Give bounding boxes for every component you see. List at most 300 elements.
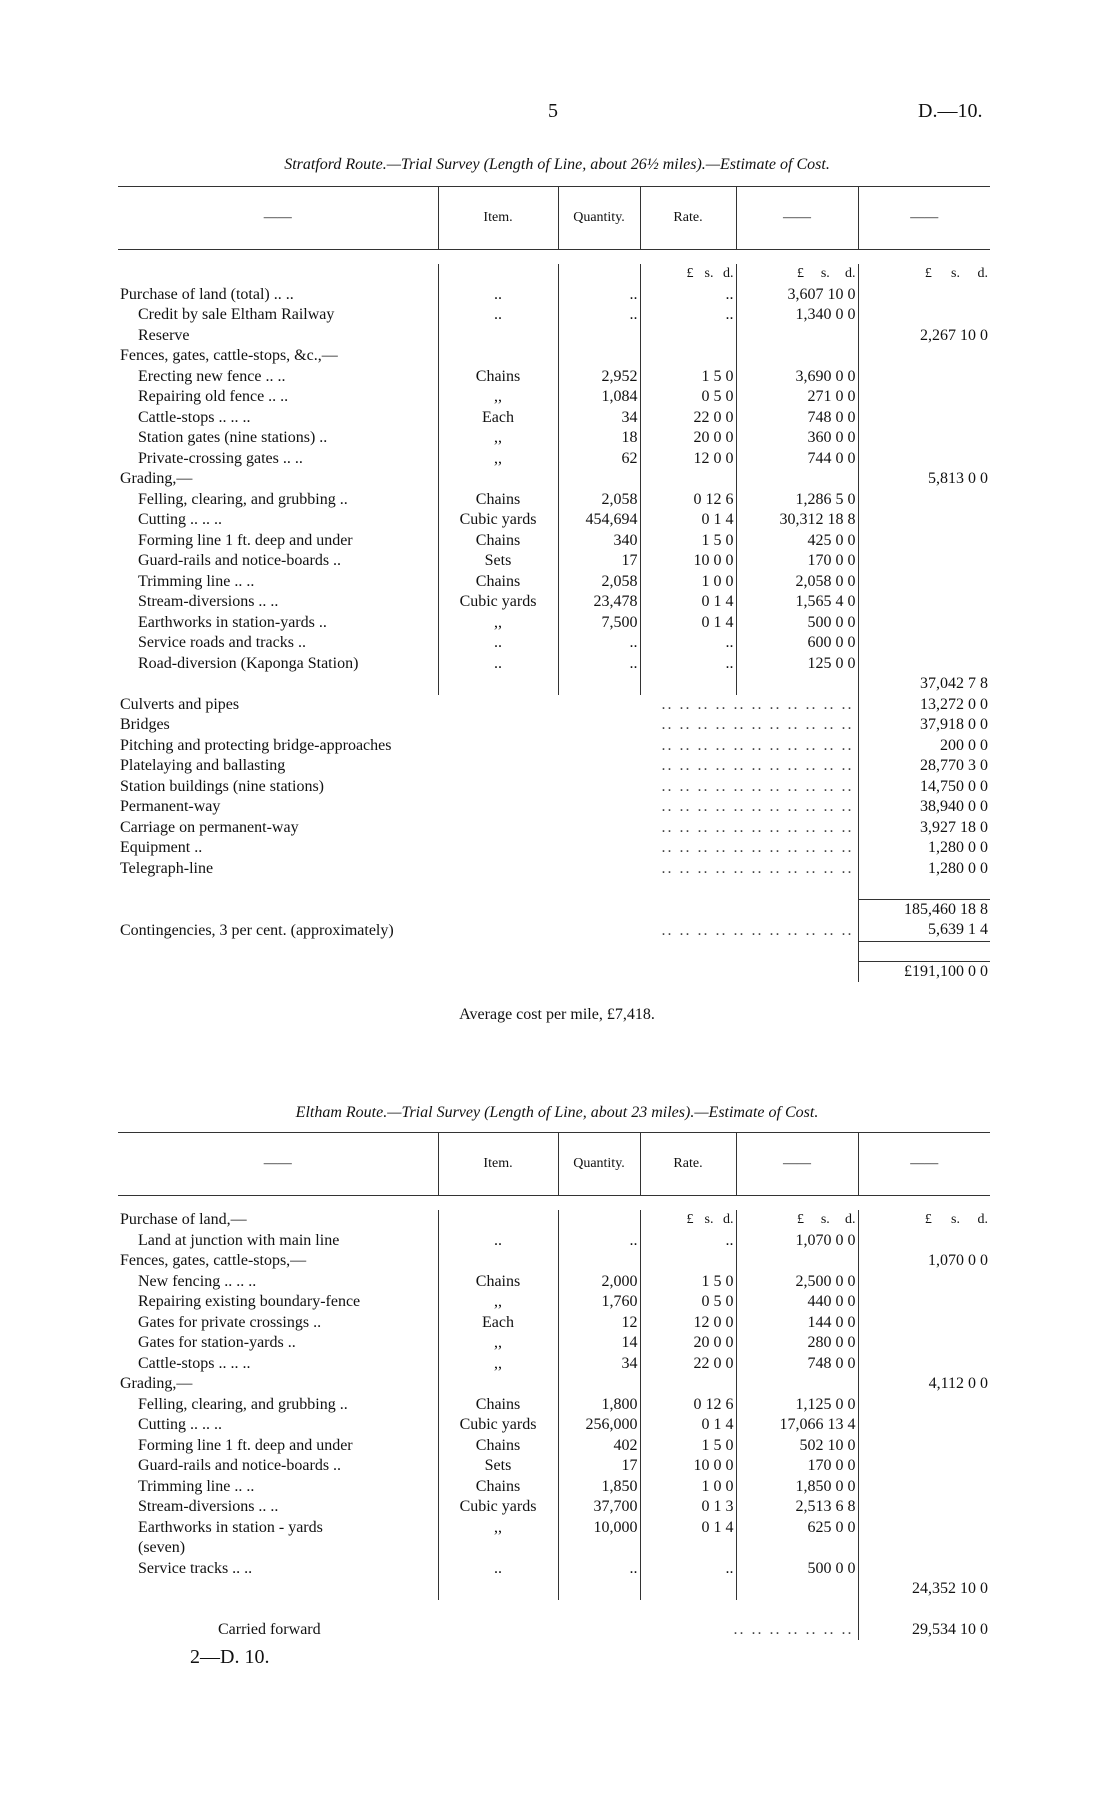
currency-pence: d. bbox=[977, 1212, 988, 1227]
line-item-rate: 0 1 4 bbox=[640, 613, 736, 634]
line-item-unit: Cubic yards bbox=[438, 1415, 558, 1436]
line-item-row bbox=[118, 572, 990, 593]
line-item-quantity bbox=[558, 346, 640, 367]
leader-dots: .. .. .. .. .. .. .. .. .. .. .. bbox=[661, 695, 854, 713]
section-subtotal bbox=[858, 1210, 990, 1231]
section-subtotal bbox=[858, 633, 990, 654]
line-item-amount bbox=[736, 674, 858, 695]
line-item-quantity: 1,800 bbox=[558, 1395, 640, 1416]
line-item-quantity bbox=[558, 326, 640, 347]
summary-label: Culverts and pipes bbox=[120, 696, 245, 713]
summary-total: 28,770 3 0 bbox=[858, 756, 990, 777]
leader-dots: .. .. .. .. .. .. .. .. .. .. .. bbox=[661, 777, 854, 795]
line-item-row bbox=[118, 285, 990, 306]
line-item-row bbox=[118, 613, 990, 634]
line-item-quantity: 17 bbox=[558, 551, 640, 572]
line-item-quantity: 2,058 bbox=[558, 572, 640, 593]
line-item-label: (seven) bbox=[138, 1539, 186, 1556]
summary-total: 37,918 0 0 bbox=[858, 715, 990, 736]
line-item-quantity: 256,000 bbox=[558, 1415, 640, 1436]
section-subtotal bbox=[858, 1436, 990, 1457]
line-item-amount: 170 0 0 bbox=[736, 551, 858, 572]
line-item-row bbox=[118, 1497, 990, 1518]
line-item-unit: ,, bbox=[438, 1354, 558, 1375]
line-item-unit bbox=[438, 1251, 558, 1272]
summary-total: 200 0 0 bbox=[858, 736, 990, 757]
line-item-label: Trimming line .. .. bbox=[138, 572, 255, 590]
line-item-quantity: 14 bbox=[558, 1333, 640, 1354]
cost-line-row bbox=[118, 838, 990, 859]
line-item-rate: 1 5 0 bbox=[640, 1272, 736, 1293]
stratford-title: Stratford Route.—Trial Survey (Length of Line, about 26½ miles).—Estimate of Cost. bbox=[284, 156, 830, 173]
line-item-label: Station gates (nine stations) .. bbox=[138, 429, 328, 446]
line-item-unit: Each bbox=[438, 1313, 558, 1334]
section-subtotal bbox=[858, 1231, 990, 1252]
line-item-unit: Chains bbox=[438, 531, 558, 552]
line-item-amount: 1,286 5 0 bbox=[736, 490, 858, 511]
line-item-label: Service roads and tracks .. bbox=[138, 634, 306, 651]
section-subtotal bbox=[858, 346, 990, 367]
line-item-rate: .. bbox=[640, 633, 736, 654]
line-item-row bbox=[118, 1579, 990, 1600]
line-item-amount: 1,565 4 0 bbox=[736, 592, 858, 613]
line-item-amount: 1,340 0 0 bbox=[736, 305, 858, 326]
summary-label: Telegraph-line bbox=[120, 860, 219, 877]
section-subtotal bbox=[858, 531, 990, 552]
section-subtotal bbox=[858, 1292, 990, 1313]
line-item-unit: ,, bbox=[438, 1518, 558, 1539]
line-item-unit: .. bbox=[438, 1231, 558, 1252]
line-item-row bbox=[118, 346, 990, 367]
currency-pence: d. bbox=[977, 266, 988, 281]
cost-line-row bbox=[118, 859, 990, 880]
section-subtotal bbox=[858, 1497, 990, 1518]
leader-dots: .. .. .. .. .. .. .. .. .. .. .. bbox=[661, 736, 854, 754]
line-item-quantity: 454,694 bbox=[558, 510, 640, 531]
leader-dots: .. .. .. .. .. .. .. .. .. .. .. bbox=[661, 839, 854, 856]
line-item-quantity: 62 bbox=[558, 449, 640, 470]
line-item-quantity: 18 bbox=[558, 428, 640, 449]
carried-forward-value: 29,534 10 0 bbox=[858, 1620, 990, 1641]
leader-dots: .. .. .. .. .. .. .. .. .. .. .. bbox=[661, 921, 854, 939]
line-item-row bbox=[118, 490, 990, 511]
line-item-unit: Chains bbox=[438, 1395, 558, 1416]
line-item-row bbox=[118, 1395, 990, 1416]
line-item-row bbox=[118, 1354, 990, 1375]
summary-label: Station buildings (nine stations) bbox=[120, 778, 330, 795]
leader-dots: .. .. .. .. .. .. .. bbox=[733, 1620, 854, 1638]
line-item-amount: 2,500 0 0 bbox=[736, 1272, 858, 1293]
section-subtotal bbox=[858, 1456, 990, 1477]
line-item-amount: 500 0 0 bbox=[736, 613, 858, 634]
summary-total: 14,750 0 0 bbox=[858, 777, 990, 798]
cost-line-row bbox=[118, 777, 990, 798]
section-subtotal: 2,267 10 0 bbox=[858, 326, 990, 347]
line-item-label: Land at junction with main line bbox=[138, 1231, 340, 1249]
line-item-row bbox=[118, 1210, 990, 1231]
line-item-quantity: .. bbox=[558, 1231, 640, 1252]
line-item-row bbox=[118, 1292, 990, 1313]
line-item-rate: 0 5 0 bbox=[640, 387, 736, 408]
line-item-quantity: 34 bbox=[558, 1354, 640, 1375]
line-item-unit: .. bbox=[438, 305, 558, 326]
section-subtotal bbox=[858, 1395, 990, 1416]
section-subtotal bbox=[858, 1313, 990, 1334]
line-item-rate bbox=[640, 1538, 736, 1559]
line-item-label: Gates for private crossings .. bbox=[138, 1313, 322, 1331]
currency-units bbox=[640, 264, 736, 285]
line-item-label: Cutting .. .. .. bbox=[138, 1416, 223, 1433]
line-item-rate: .. bbox=[640, 654, 736, 675]
line-item-unit bbox=[438, 346, 558, 367]
line-item-unit: Chains bbox=[438, 1477, 558, 1498]
line-item-rate: 0 1 4 bbox=[640, 510, 736, 531]
line-item-row bbox=[118, 510, 990, 531]
line-item-label: Cattle-stops .. .. .. bbox=[138, 1354, 251, 1372]
line-item-amount bbox=[736, 346, 858, 367]
header-item: Item. bbox=[438, 1133, 558, 1196]
currency-pound: £ bbox=[797, 1212, 805, 1227]
header-total: —— bbox=[858, 187, 990, 250]
line-item-amount: 440 0 0 bbox=[736, 1292, 858, 1313]
line-item-unit: .. bbox=[438, 654, 558, 675]
currency-pound: £ bbox=[686, 1212, 694, 1227]
header-rate: Rate. bbox=[640, 1133, 736, 1196]
line-item-row bbox=[118, 1538, 990, 1559]
line-item-quantity: 34 bbox=[558, 408, 640, 429]
line-item-amount bbox=[736, 1251, 858, 1272]
line-item-row bbox=[118, 1374, 990, 1395]
cost-line-row bbox=[118, 756, 990, 777]
line-item-quantity: 1,850 bbox=[558, 1477, 640, 1498]
section-subtotal bbox=[858, 285, 990, 306]
line-item-label: Gates for station-yards .. bbox=[138, 1334, 296, 1351]
line-item-rate: 0 12 6 bbox=[640, 490, 736, 511]
line-item-row bbox=[118, 1333, 990, 1354]
leader-dots: .. .. .. .. .. .. .. .. .. .. .. bbox=[661, 716, 854, 733]
line-item-unit: ,, bbox=[438, 1292, 558, 1313]
section-subtotal bbox=[858, 305, 990, 326]
eltham-title: Eltham Route.—Trial Survey (Length of Line, about 23 miles).—Estimate of Cost. bbox=[295, 1104, 819, 1121]
line-item-amount: 271 0 0 bbox=[736, 387, 858, 408]
line-item-amount bbox=[736, 326, 858, 347]
line-item-unit bbox=[438, 1210, 558, 1231]
line-item-amount: 3,607 10 0 bbox=[736, 285, 858, 306]
line-item-amount: 744 0 0 bbox=[736, 449, 858, 470]
line-item-row bbox=[118, 1415, 990, 1436]
line-item-unit: Sets bbox=[438, 1456, 558, 1477]
line-item-quantity: 17 bbox=[558, 1456, 640, 1477]
line-item-row bbox=[118, 551, 990, 572]
line-item-row bbox=[118, 1436, 990, 1457]
page-number: 5 bbox=[548, 100, 558, 122]
line-item-rate: 22 0 0 bbox=[640, 1354, 736, 1375]
header-rate: Rate. bbox=[640, 187, 736, 250]
line-item-quantity: .. bbox=[558, 633, 640, 654]
line-item-quantity: 23,478 bbox=[558, 592, 640, 613]
section-subtotal: 4,112 0 0 bbox=[858, 1374, 990, 1395]
section-subtotal bbox=[858, 1518, 990, 1539]
leader-dots: .. .. .. .. .. .. .. .. .. .. .. bbox=[661, 798, 854, 815]
header-amount: —— bbox=[736, 1133, 858, 1196]
line-item-quantity: .. bbox=[558, 305, 640, 326]
leader-dots: .. .. .. .. .. .. .. .. .. .. .. bbox=[661, 818, 854, 836]
line-item-quantity bbox=[558, 1251, 640, 1272]
line-item-row bbox=[118, 305, 990, 326]
line-item-row bbox=[118, 449, 990, 470]
section-subtotal bbox=[858, 1354, 990, 1375]
line-item-amount: 1,070 0 0 bbox=[736, 1231, 858, 1252]
currency-header-row bbox=[118, 264, 990, 285]
document-reference: D.—10. bbox=[918, 100, 983, 122]
subtotal-value: 185,460 18 8 bbox=[858, 899, 990, 920]
line-item-label: Reserve bbox=[138, 326, 190, 344]
line-item-quantity: .. bbox=[558, 1559, 640, 1580]
line-item-unit: Chains bbox=[438, 1272, 558, 1293]
line-item-rate: 20 0 0 bbox=[640, 1333, 736, 1354]
line-item-amount: 17,066 13 4 bbox=[736, 1415, 858, 1436]
line-item-quantity bbox=[558, 1579, 640, 1600]
line-item-amount: 360 0 0 bbox=[736, 428, 858, 449]
section-subtotal: 1,070 0 0 bbox=[858, 1251, 990, 1272]
line-item-amount: 502 10 0 bbox=[736, 1436, 858, 1457]
cost-line-row bbox=[118, 736, 990, 757]
line-item-unit: Chains bbox=[438, 572, 558, 593]
line-item-label: Guard-rails and notice-boards .. bbox=[138, 552, 342, 569]
currency-pound: £ bbox=[686, 266, 694, 281]
line-item-row bbox=[118, 469, 990, 490]
currency-pound: £ bbox=[797, 266, 805, 281]
summary-label: Contingencies, 3 per cent. (approximately) bbox=[120, 922, 400, 939]
line-item-amount bbox=[736, 1374, 858, 1395]
line-item-amount: 748 0 0 bbox=[736, 1354, 858, 1375]
summary-label: Bridges bbox=[120, 716, 176, 733]
line-item-label: Private-crossing gates .. .. bbox=[138, 449, 303, 467]
line-item-unit: ,, bbox=[438, 387, 558, 408]
currency-shilling: s. bbox=[951, 1212, 960, 1227]
summary-label: Permanent-way bbox=[120, 798, 226, 815]
line-item-row bbox=[118, 1456, 990, 1477]
line-item-row bbox=[118, 654, 990, 675]
line-item-amount: 2,513 6 8 bbox=[736, 1497, 858, 1518]
line-item-label: Fences, gates, cattle-stops, &c.,— bbox=[120, 347, 338, 364]
summary-total: 13,272 0 0 bbox=[858, 695, 990, 716]
line-item-label: Trimming line .. .. bbox=[138, 1477, 255, 1495]
line-item-row bbox=[118, 592, 990, 613]
line-item-rate: 1 5 0 bbox=[640, 531, 736, 552]
line-item-unit bbox=[438, 469, 558, 490]
line-item-row bbox=[118, 1231, 990, 1252]
line-item-label: Repairing old fence .. .. bbox=[138, 388, 289, 405]
line-item-row bbox=[118, 633, 990, 654]
line-item-unit: Cubic yards bbox=[438, 510, 558, 531]
line-item-label: Forming line 1 ft. deep and under bbox=[138, 531, 353, 549]
summary-label: Carriage on permanent-way bbox=[120, 819, 305, 836]
line-item-label: Felling, clearing, and grubbing .. bbox=[138, 1395, 348, 1413]
line-item-row bbox=[118, 1518, 990, 1539]
line-item-rate bbox=[640, 326, 736, 347]
line-item-quantity: 1,760 bbox=[558, 1292, 640, 1313]
line-item-amount: 2,058 0 0 bbox=[736, 572, 858, 593]
section-subtotal bbox=[858, 613, 990, 634]
line-item-quantity: .. bbox=[558, 285, 640, 306]
blank bbox=[558, 264, 640, 285]
line-item-quantity: 2,000 bbox=[558, 1272, 640, 1293]
line-item-rate bbox=[640, 1251, 736, 1272]
section-subtotal bbox=[858, 449, 990, 470]
header-quantity: Quantity. bbox=[558, 187, 640, 250]
line-item-unit: Cubic yards bbox=[438, 592, 558, 613]
section-subtotal bbox=[858, 408, 990, 429]
section-subtotal bbox=[858, 1538, 990, 1559]
line-item-amount: 425 0 0 bbox=[736, 531, 858, 552]
line-item-label: Cattle-stops .. .. .. bbox=[138, 408, 251, 426]
line-item-amount bbox=[736, 1538, 858, 1559]
line-item-row bbox=[118, 326, 990, 347]
summary-total: 5,639 1 4 bbox=[858, 920, 990, 941]
line-item-label: Credit by sale Eltham Railway bbox=[138, 306, 335, 323]
line-item-quantity: 1,084 bbox=[558, 387, 640, 408]
line-item-quantity: 12 bbox=[558, 1313, 640, 1334]
section-subtotal bbox=[858, 551, 990, 572]
line-item-rate: .. bbox=[640, 285, 736, 306]
section-subtotal: 37,042 7 8 bbox=[858, 674, 990, 695]
line-item-quantity: 2,058 bbox=[558, 490, 640, 511]
line-item-quantity: .. bbox=[558, 654, 640, 675]
currency-shilling: s. bbox=[704, 1212, 714, 1227]
line-item-unit: .. bbox=[438, 633, 558, 654]
line-item-rate bbox=[640, 674, 736, 695]
grand-total-row bbox=[118, 961, 990, 982]
currency-shilling: s. bbox=[951, 266, 960, 281]
line-item-rate: 10 0 0 bbox=[640, 551, 736, 572]
line-item-rate: 20 0 0 bbox=[640, 428, 736, 449]
line-item-row bbox=[118, 674, 990, 695]
line-item-amount: 1,125 0 0 bbox=[736, 1395, 858, 1416]
header-amount: —— bbox=[736, 187, 858, 250]
line-item-unit bbox=[438, 1579, 558, 1600]
line-item-amount: 500 0 0 bbox=[736, 1559, 858, 1580]
header-blank: —— bbox=[118, 187, 438, 250]
line-item-amount: 170 0 0 bbox=[736, 1456, 858, 1477]
line-item-rate: .. bbox=[640, 1559, 736, 1580]
line-item-unit: Cubic yards bbox=[438, 1497, 558, 1518]
line-item-row bbox=[118, 531, 990, 552]
line-item-label: Forming line 1 ft. deep and under bbox=[138, 1436, 353, 1454]
line-item-amount: 30,312 18 8 bbox=[736, 510, 858, 531]
line-item-amount bbox=[736, 1210, 858, 1231]
line-item-quantity: 402 bbox=[558, 1436, 640, 1457]
summary-total: 1,280 0 0 bbox=[858, 859, 990, 880]
line-item-quantity: 7,500 bbox=[558, 613, 640, 634]
summary-label: Pitching and protecting bridge-approaches bbox=[120, 737, 397, 754]
line-item-label: Purchase of land (total) .. .. bbox=[120, 285, 294, 303]
line-item-label: Fences, gates, cattle-stops,— bbox=[120, 1252, 307, 1269]
line-item-row bbox=[118, 408, 990, 429]
line-item-amount: 600 0 0 bbox=[736, 633, 858, 654]
cost-line-row bbox=[118, 715, 990, 736]
subtotal-row bbox=[118, 899, 990, 920]
section-subtotal bbox=[858, 1559, 990, 1580]
line-item-unit: Chains bbox=[438, 367, 558, 388]
section-subtotal bbox=[858, 592, 990, 613]
section-subtotal bbox=[858, 367, 990, 388]
line-item-amount: 125 0 0 bbox=[736, 654, 858, 675]
line-item-quantity: 340 bbox=[558, 531, 640, 552]
line-item-quantity bbox=[558, 469, 640, 490]
line-item-label: Earthworks in station - yards bbox=[138, 1518, 323, 1536]
line-item-rate: 10 0 0 bbox=[640, 1456, 736, 1477]
currency-pence: d. bbox=[845, 266, 856, 281]
line-item-row bbox=[118, 428, 990, 449]
header-quantity: Quantity. bbox=[558, 1133, 640, 1196]
line-item-unit: .. bbox=[438, 1559, 558, 1580]
section-subtotal bbox=[858, 1415, 990, 1436]
section-subtotal bbox=[858, 510, 990, 531]
line-item-rate bbox=[640, 346, 736, 367]
line-item-rate bbox=[640, 469, 736, 490]
line-item-rate: 0 1 4 bbox=[640, 1415, 736, 1436]
header-total: —— bbox=[858, 1133, 990, 1196]
line-item-label: Grading,— bbox=[120, 1375, 193, 1392]
line-item-row bbox=[118, 387, 990, 408]
footer-reference: 2—D. 10. bbox=[190, 1646, 270, 1668]
summary-total: 3,927 18 0 bbox=[858, 818, 990, 839]
line-item-rate: 1 5 0 bbox=[640, 1436, 736, 1457]
line-item-label: Guard-rails and notice-boards .. bbox=[138, 1457, 342, 1474]
line-item-quantity bbox=[558, 1538, 640, 1559]
line-item-label: Stream-diversions .. .. bbox=[138, 593, 279, 610]
line-item-amount: 280 0 0 bbox=[736, 1333, 858, 1354]
stratford-average-cost: Average cost per mile, £7,418. bbox=[459, 1006, 655, 1023]
currency-shilling: s. bbox=[704, 266, 714, 281]
line-item-rate: 1 0 0 bbox=[640, 572, 736, 593]
cost-line-row bbox=[118, 818, 990, 839]
carried-forward-row bbox=[118, 1620, 990, 1641]
summary-total: 1,280 0 0 bbox=[858, 838, 990, 859]
line-item-amount: 748 0 0 bbox=[736, 408, 858, 429]
line-item-label: Repairing existing boundary-fence bbox=[138, 1293, 361, 1310]
cost-line-row bbox=[118, 797, 990, 818]
summary-label: Equipment .. bbox=[120, 839, 208, 856]
section-subtotal bbox=[858, 654, 990, 675]
line-item-rate: .. bbox=[640, 305, 736, 326]
currency-shilling: s. bbox=[820, 1212, 830, 1227]
line-item-amount: 1,850 0 0 bbox=[736, 1477, 858, 1498]
line-item-quantity: 2,952 bbox=[558, 367, 640, 388]
line-item-unit: ,, bbox=[438, 1333, 558, 1354]
line-item-rate bbox=[640, 1210, 736, 1231]
cost-line-row bbox=[118, 695, 990, 716]
line-item-unit: Each bbox=[438, 408, 558, 429]
line-item-row bbox=[118, 1251, 990, 1272]
line-item-rate: 0 12 6 bbox=[640, 1395, 736, 1416]
blank bbox=[118, 264, 438, 285]
line-item-row bbox=[118, 1559, 990, 1580]
section-subtotal: 5,813 0 0 bbox=[858, 469, 990, 490]
section-subtotal bbox=[858, 490, 990, 511]
line-item-label: Earthworks in station-yards .. bbox=[138, 613, 327, 631]
line-item-unit bbox=[438, 1538, 558, 1559]
line-item-rate: 0 1 4 bbox=[640, 592, 736, 613]
line-item-label: Grading,— bbox=[120, 470, 193, 487]
header-item: Item. bbox=[438, 187, 558, 250]
line-item-rate bbox=[640, 1579, 736, 1600]
line-item-unit: ,, bbox=[438, 428, 558, 449]
line-item-rate: 0 1 4 bbox=[640, 1518, 736, 1539]
currency-pound: £ bbox=[924, 1212, 932, 1227]
line-item-unit: Sets bbox=[438, 551, 558, 572]
